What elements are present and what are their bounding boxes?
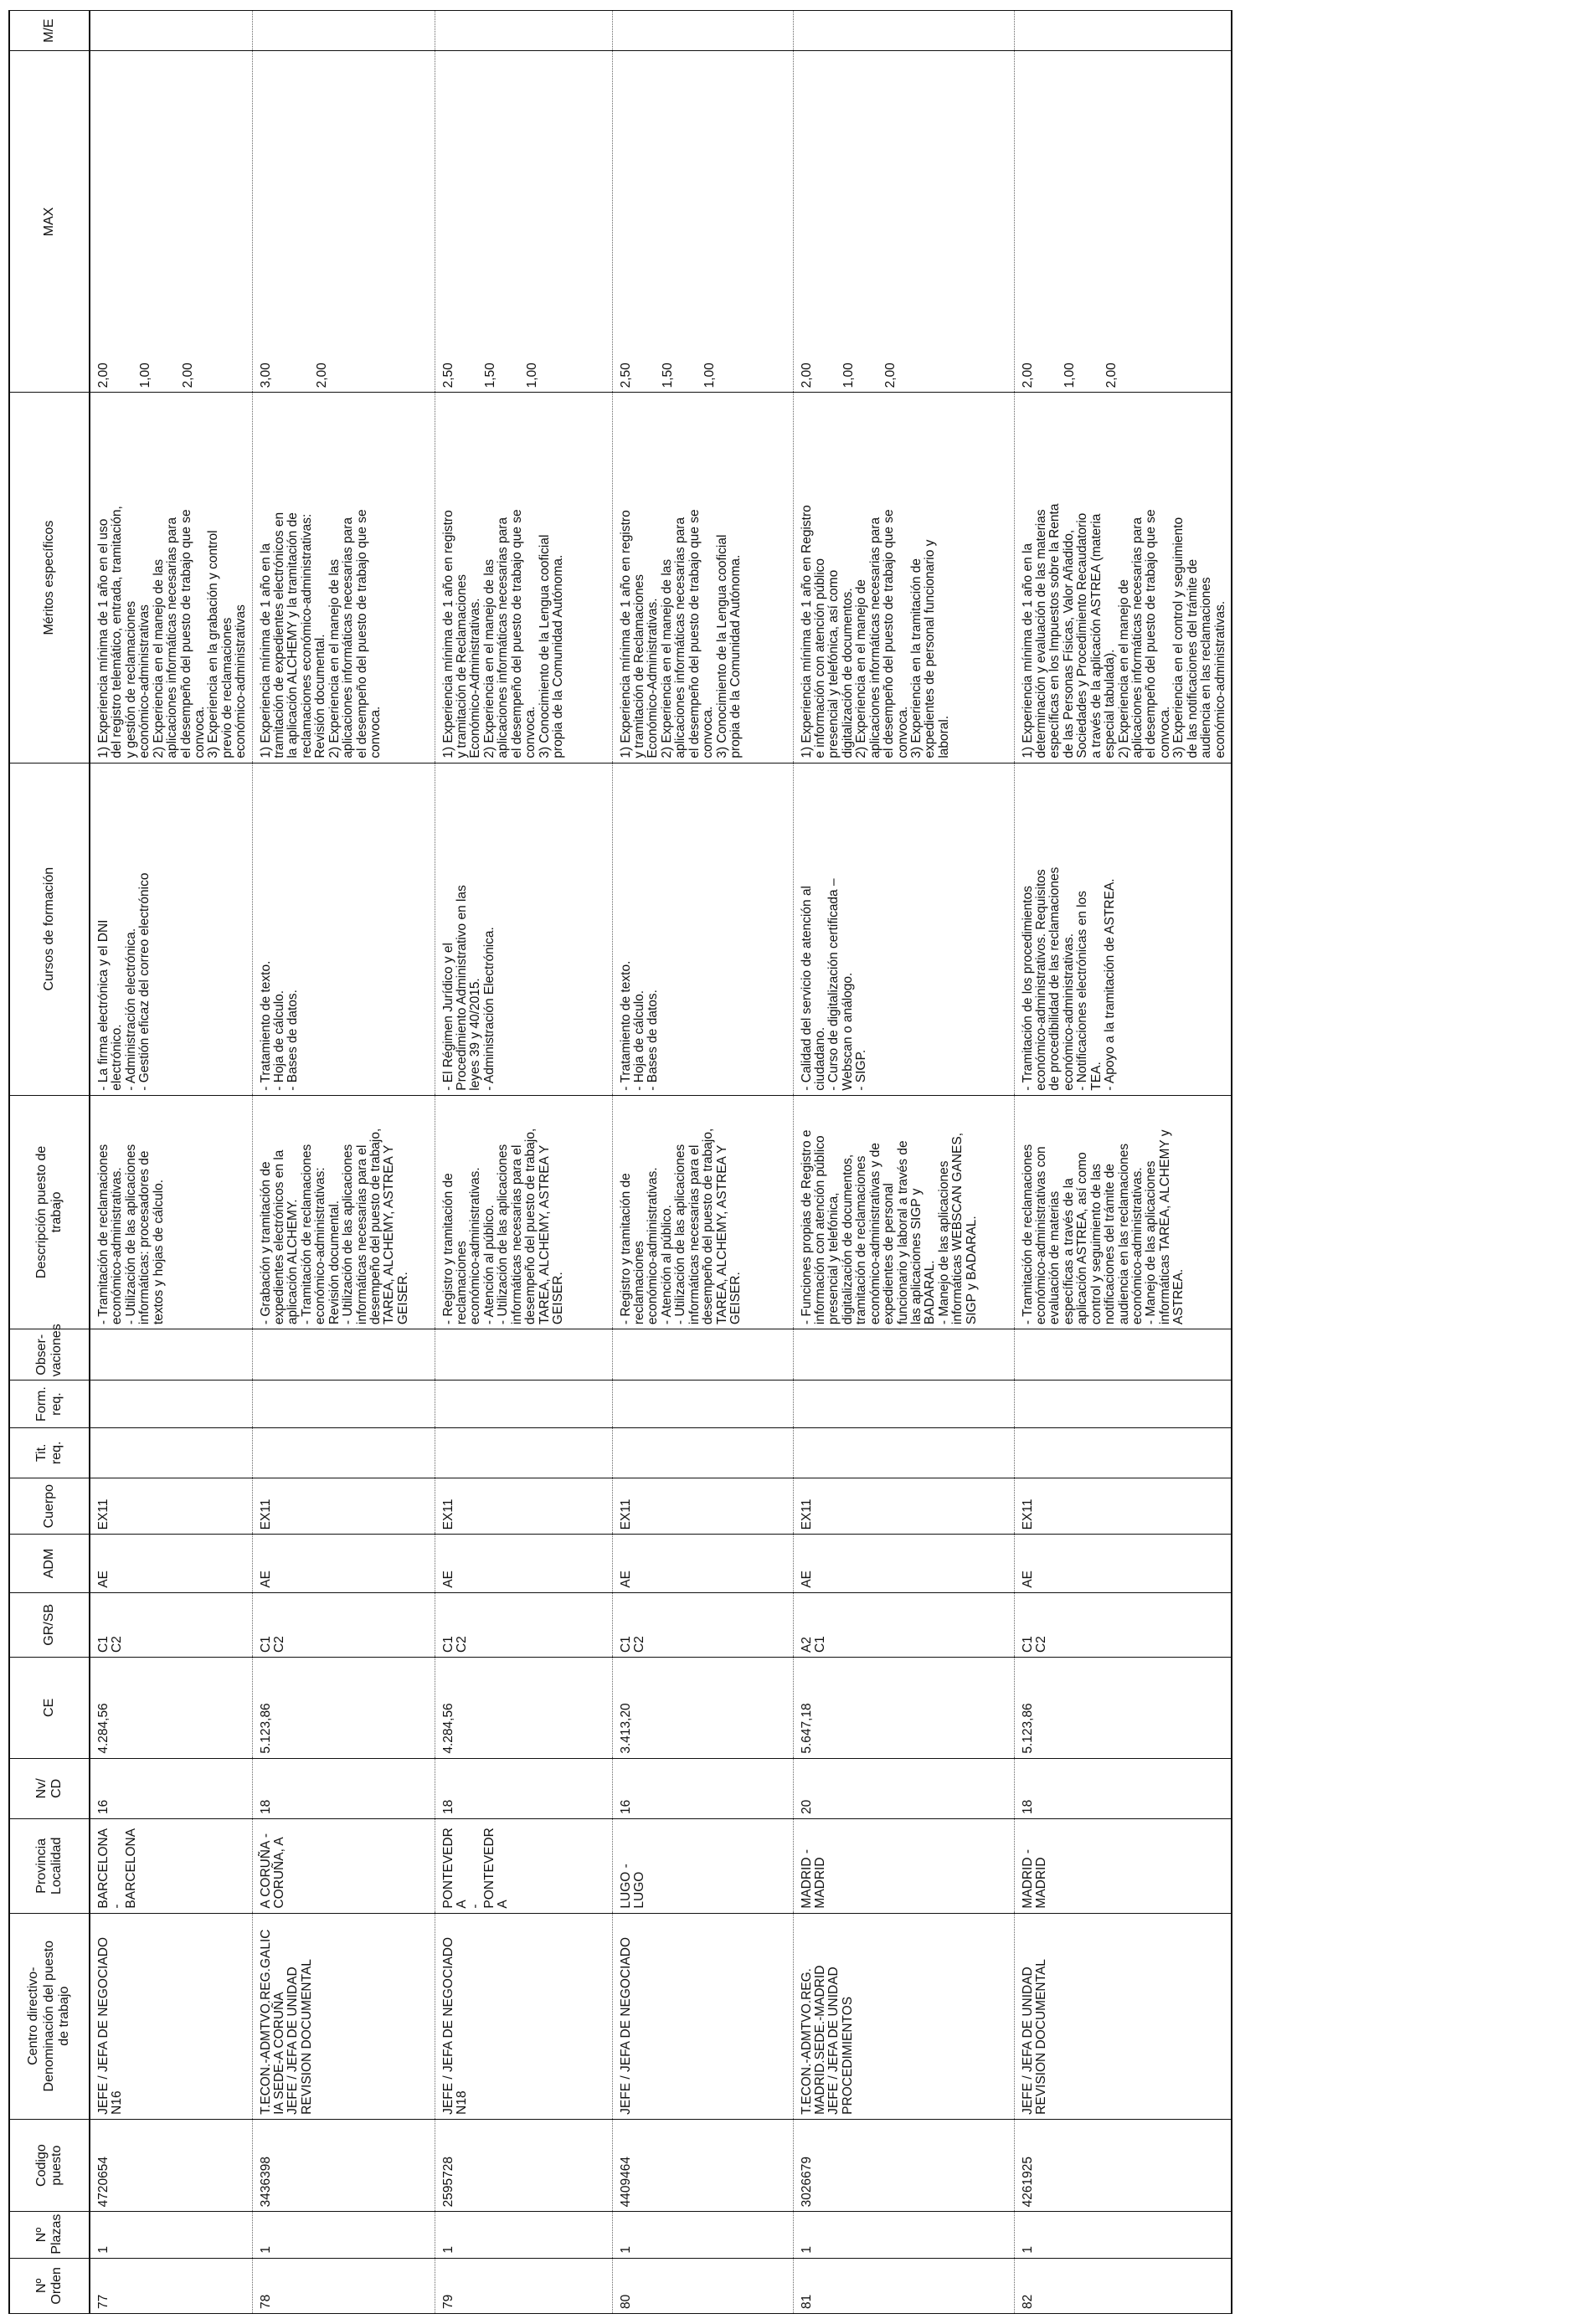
cell-cuerpo: EX11 — [252, 1478, 435, 1534]
cell-cuerpo: EX11 — [793, 1478, 1014, 1534]
max-score: 1,00 — [138, 362, 153, 388]
cell-grupo: C1 C2 — [1014, 1592, 1232, 1657]
col-header-cuerpo: Cuerpo — [9, 1478, 90, 1534]
cell-plazas: 1 — [793, 2212, 1014, 2258]
max-score: 2,00 — [96, 362, 111, 388]
cell-formacion-req — [252, 1381, 435, 1427]
cell-titulacion — [1014, 1427, 1232, 1478]
cell-centro: JEFE / JEFA DE NEGOCIADO — [612, 1913, 793, 2119]
max-score: 2,50 — [440, 362, 455, 388]
cell-cuerpo: EX11 — [435, 1478, 612, 1534]
cell-codigo: 4409464 — [612, 2119, 793, 2212]
cell-observaciones — [612, 1329, 793, 1381]
max-score: 2,00 — [1104, 362, 1119, 388]
max-score: 1,50 — [661, 362, 676, 388]
cell-ce: 5.647,18 — [793, 1658, 1014, 1759]
cell-provincia: A CORUÑA - CORUÑA, A — [252, 1819, 435, 1914]
cell-grupo: C1 C2 — [435, 1592, 612, 1657]
cell-ce: 3.413,20 — [612, 1658, 793, 1759]
cell-formacion-req — [90, 1381, 252, 1427]
table-row — [1014, 11, 1232, 2314]
cell-provincia: MADRID - MADRID — [793, 1819, 1014, 1914]
cell-max — [612, 51, 793, 393]
cell-nivel: 20 — [793, 1758, 1014, 1818]
cell-adm: AE — [1014, 1535, 1232, 1592]
cell-orden: 81 — [793, 2258, 1014, 2313]
cell-codigo: 4720654 — [90, 2119, 252, 2212]
cell-cuerpo: EX11 — [1014, 1478, 1232, 1534]
cell-provincia: MADRID - MADRID — [1014, 1819, 1232, 1914]
col-header-observaciones: Obser- vaciones — [9, 1329, 90, 1381]
cell-formacion-req — [612, 1381, 793, 1427]
col-header-adm: ADM — [9, 1535, 90, 1592]
cell-grupo: C1 C2 — [90, 1592, 252, 1657]
cell-adm: AE — [612, 1535, 793, 1592]
cell-max — [252, 51, 435, 393]
cell-provincia: LUGO - LUGO — [612, 1819, 793, 1914]
cell-plazas: 1 — [90, 2212, 252, 2258]
cell-centro: T.ECON.-ADMTVO.REG. MADRID.SEDE.-MADRID JEFE / JEFA DE UNIDAD PROCEDIMIENTOS — [793, 1913, 1014, 2119]
cell-descripcion: - Funciones propias de Registro e información con atención público presencial y telefónica, digitalización de documentos, tramitación de reclamaciones económico-administrativas y de expedientes de personal funcionario y laboral a través de las aplicaciones SIGP y BADARAL. - Manejo de las aplicaciones informáticas WEBSCAN GANES, SIGP y BADARAL. — [793, 1095, 1014, 1329]
cell-ce: 4.284,56 — [90, 1658, 252, 1759]
col-header-formacion-req: Form. req. — [9, 1381, 90, 1427]
cell-plazas: 1 — [612, 2212, 793, 2258]
cell-grupo: A2 C1 — [793, 1592, 1014, 1657]
col-header-plazas: Nº Plazas — [9, 2212, 90, 2258]
cell-meritos: 1) Experiencia mínima de 1 año en la tramitación de expedientes electrónicos en la aplicación ALCHEMY y la tramitación de reclamaciones económico-administrativas: Revisión documental. 2) Experiencia en el manejo de las aplicaciones informáticas necesarias para el desempeño del puesto de trabajo que se convoca. — [252, 393, 435, 763]
cell-codigo: 2595728 — [435, 2119, 612, 2212]
cell-ce: 5.123,86 — [252, 1658, 435, 1759]
cell-meritos: 1) Experiencia mínima de 1 año en Registro e información con atención público presencial y telefónica, así como digitalización de documentos. 2) Experiencia en el manejo de aplicaciones informáticas necesarias para el desempeño del puesto de trabajo que se convoca. 3) Experiencia en la tramitación de expedientes de personal funcionario y laboral. — [793, 393, 1014, 763]
cell-meritos: 1) Experiencia mínima de 1 año en registro y tramitación de Reclamaciones Económico-Administrativas. 2) Experiencia en el manejo de las aplicaciones informáticas necesarias para el desempeño del puesto de trabajo que se convoca. 3) Conocimiento de la Lengua cooficial propia de la Comunidad Autónoma. — [612, 393, 793, 763]
cell-codigo: 4261925 — [1014, 2119, 1232, 2212]
cell-cuerpo: EX11 — [90, 1478, 252, 1534]
cell-meritos: 1) Experiencia mínima de 1 año en el uso del registro telemático, entrada, tramitación, y gestión de reclamaciones económico-administrativas 2) Experiencia en el manejo de las aplicaciones informáticas necesarias para el desempeño del puesto de trabajo que se convoca. 3) Experiencia en la grabación y control previo de reclamaciones económico-administrativas — [90, 393, 252, 763]
max-score: 2,00 — [1020, 362, 1035, 388]
cell-nivel: 16 — [90, 1758, 252, 1818]
cell-centro: T.ECON.-ADMTVO.REG.GALIC IA SEDE-A CORUÑA JEFE / JEFA DE UNIDAD REVISION DOCUMENTAL — [252, 1913, 435, 2119]
cell-provincia: PONTEVEDRA - PONTEVEDRA — [435, 1819, 612, 1914]
max-score: 1,00 — [702, 362, 718, 388]
cell-orden: 79 — [435, 2258, 612, 2313]
cell-ce: 5.123,86 — [1014, 1658, 1232, 1759]
cell-provincia: BARCELONA - BARCELONA — [90, 1819, 252, 1914]
col-header-codigo: Codigo puesto — [9, 2119, 90, 2212]
cell-meritos: 1) Experiencia mínima de 1 año en la determinación y evaluación de las materias específicas en los Impuestos sobre la Renta de las Personas Físicas, Valor Añadido, Sociedades y Procedimiento Recaudatorio a través de la aplicación ASTREA (materia especial tabulada). 2) Experiencia en el manejo de aplicaciones informáticas necesarias para el desempeño del puesto de trabajo que se convoca. 3) Experiencia en el control y seguimiento de las notificaciones del trámite de audiencia en las reclamaciones económico-administrativas. — [1014, 393, 1232, 763]
col-header-nivel: Nv/ CD — [9, 1758, 90, 1818]
cell-cursos: - Tratamiento de texto. - Hoja de cálculo. - Bases de datos. — [612, 763, 793, 1095]
cell-cursos: - El Régimen Jurídico y el Procedimiento Administrativo en las leyes 39 y 40/2015. - Administración Electrónica. — [435, 763, 612, 1095]
cell-max — [90, 51, 252, 393]
max-score: 3,00 — [258, 362, 273, 388]
cell-cuerpo: EX11 — [612, 1478, 793, 1534]
max-score: 1,00 — [1063, 362, 1078, 388]
cell-adm: AE — [252, 1535, 435, 1592]
max-score: 2,00 — [180, 362, 195, 388]
cell-me — [793, 11, 1014, 51]
positions-table — [8, 10, 1232, 2314]
cell-nivel: 18 — [1014, 1758, 1232, 1818]
max-score: 2,00 — [883, 362, 898, 388]
cell-observaciones — [793, 1329, 1014, 1381]
cell-descripcion: - Grabación y tramitación de expedientes electrónicos en la aplicación ALCHEMY. - Tramitación de reclamaciones económico-administrativas: Revisión documental. - Utilización de las aplicaciones informáticas necesarias para el desempeño del puesto de trabajo, TAREA, ALCHEMY, ASTREA Y GEISER. — [252, 1095, 435, 1329]
max-score: 1,50 — [483, 362, 498, 388]
cell-orden: 80 — [612, 2258, 793, 2313]
cell-nivel: 18 — [435, 1758, 612, 1818]
cell-centro: JEFE / JEFA DE NEGOCIADO N16 — [90, 1913, 252, 2119]
col-header-ce: CE — [9, 1658, 90, 1759]
col-header-centro: Centro directivo- Denominación del puesto de trabajo — [9, 1913, 90, 2119]
col-header-titulacion: Tit. req. — [9, 1427, 90, 1478]
max-score: 1,00 — [841, 362, 857, 388]
cell-titulacion — [793, 1427, 1014, 1478]
cell-orden: 77 — [90, 2258, 252, 2313]
cell-centro: JEFE / JEFA DE NEGOCIADO N18 — [435, 1913, 612, 2119]
cell-plazas: 1 — [1014, 2212, 1232, 2258]
col-header-meritos: Méritos específicos — [9, 393, 90, 763]
cell-cursos: - La firma electrónica y el DNI electrónico. - Administración electrónica. - Gestión eficaz del correo electrónico — [90, 763, 252, 1095]
cell-cursos: - Tratamiento de texto. - Hoja de cálculo. - Bases de datos. — [252, 763, 435, 1095]
cell-orden: 78 — [252, 2258, 435, 2313]
cell-me — [612, 11, 793, 51]
col-header-provincia: Provincia Localidad — [9, 1819, 90, 1914]
cell-grupo: C1 C2 — [252, 1592, 435, 1657]
col-header-orden: Nº Orden — [9, 2258, 90, 2313]
cell-titulacion — [435, 1427, 612, 1478]
table-row — [90, 11, 252, 2314]
table-row — [793, 11, 1014, 2314]
cell-observaciones — [1014, 1329, 1232, 1381]
cell-observaciones — [435, 1329, 612, 1381]
cell-formacion-req — [1014, 1381, 1232, 1427]
table-row — [435, 11, 612, 2314]
cell-grupo: C1 C2 — [612, 1592, 793, 1657]
col-header-descripcion: Descripción puesto de trabajo — [9, 1095, 90, 1329]
cell-observaciones — [252, 1329, 435, 1381]
cell-meritos: 1) Experiencia mínima de 1 año en registro y tramitación de Reclamaciones Económico-Administrativas. 2) Experiencia en el manejo de las aplicaciones informáticas necesarias para el desempeño del puesto de trabajo que se convoca. 3) Conocimiento de la Lengua cooficial propia de la Comunidad Autónoma. — [435, 393, 612, 763]
cell-ce: 4.284,56 — [435, 1658, 612, 1759]
cell-titulacion — [612, 1427, 793, 1478]
col-header-max: MAX — [9, 51, 90, 393]
col-header-cursos: Cursos de formación — [9, 763, 90, 1095]
col-header-grupo: GR/SB — [9, 1592, 90, 1657]
cell-descripcion: - Tramitación de reclamaciones económico-administrativas con evaluación de materias específicas a través de la aplicación ASTREA, así como control y seguimiento de las notificaciones del trámite de audiencia en las reclamaciones económico-administrativas. - Manejo de las aplicaciones informáticas TAREA, ALCHEMY y ASTREA. — [1014, 1095, 1232, 1329]
cell-formacion-req — [435, 1381, 612, 1427]
max-score: 2,50 — [618, 362, 633, 388]
cell-adm: AE — [793, 1535, 1014, 1592]
col-header-me: M/E — [9, 11, 90, 51]
cell-titulacion — [90, 1427, 252, 1478]
cell-plazas: 1 — [435, 2212, 612, 2258]
max-score: 2,00 — [315, 362, 330, 388]
cell-me — [435, 11, 612, 51]
cell-max — [1014, 51, 1232, 393]
table-row — [252, 11, 435, 2314]
cell-descripcion: - Registro y tramitación de reclamaciones económico-administrativas. - Atención al público. - Utilización de las aplicaciones informáticas necesarias para el desempeño del puesto de trabajo, TAREA, ALCHEMY, ASTREA Y GEISER. — [435, 1095, 612, 1329]
table-row — [612, 11, 793, 2314]
cell-me — [252, 11, 435, 51]
cell-cursos: - Tramitación de los procedimientos económico-administrativos. Requisitos de procedibilidad de las reclamaciones económico-administrativas. - Notificaciones electrónicas en los TEA. - Apoyo a la tramitación de ASTREA. — [1014, 763, 1232, 1095]
cell-max — [435, 51, 612, 393]
cell-plazas: 1 — [252, 2212, 435, 2258]
max-score: 2,00 — [799, 362, 814, 388]
cell-max — [793, 51, 1014, 393]
cell-centro: JEFE / JEFA DE UNIDAD REVISION DOCUMENTAL — [1014, 1913, 1232, 2119]
cell-titulacion — [252, 1427, 435, 1478]
cell-nivel: 18 — [252, 1758, 435, 1818]
cell-descripcion: - Tramitación de reclamaciones económico-administrativas. - Utilización de las aplicaciones informáticas: procesadores de textos y hojas de cálculo. — [90, 1095, 252, 1329]
cell-me — [90, 11, 252, 51]
cell-observaciones — [90, 1329, 252, 1381]
max-score: 1,00 — [525, 362, 540, 388]
cell-codigo: 3436398 — [252, 2119, 435, 2212]
cell-codigo: 3026679 — [793, 2119, 1014, 2212]
cell-adm: AE — [90, 1535, 252, 1592]
header-row — [9, 11, 90, 2314]
cell-orden: 82 — [1014, 2258, 1232, 2313]
cell-adm: AE — [435, 1535, 612, 1592]
cell-me — [1014, 11, 1232, 51]
cell-formacion-req — [793, 1381, 1014, 1427]
cell-nivel: 16 — [612, 1758, 793, 1818]
cell-cursos: - Calidad del servicio de atención al ciudadano. - Curso de digitalización certificada – Webscan o análogo. - SIGP. — [793, 763, 1014, 1095]
table-body — [90, 11, 1232, 2314]
cell-descripcion: - Registro y tramitación de reclamaciones económico-administrativas. - Atención al público. - Utilización de las aplicaciones informáticas necesarias para el desempeño del puesto de trabajo, TAREA, ALCHEMY, ASTREA Y GEISER. — [612, 1095, 793, 1329]
